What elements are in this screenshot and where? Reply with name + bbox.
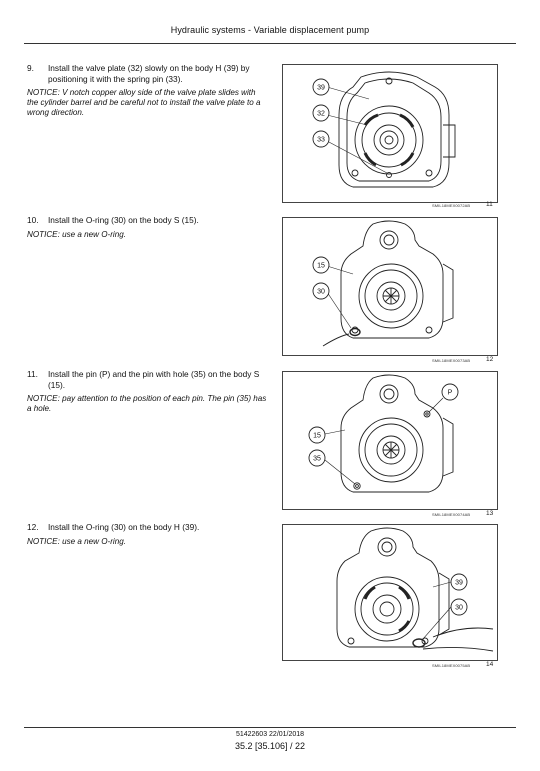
step-notice: NOTICE: V notch copper alloy side of the valve plate slides with the cylinder barrel and be careful not to install the valve plate to a wrong direction. <box>27 88 261 118</box>
figure-code: SMIL18MEX0075AB <box>432 663 471 668</box>
pump-body-h-valve-plate-illustration <box>283 65 497 202</box>
callout-label: 15 <box>317 262 325 270</box>
step-number: 10. <box>27 215 39 225</box>
footer-doc-line: 51422603 22/01/2018 <box>235 731 305 738</box>
callout-label: 33 <box>317 136 325 144</box>
figure-number: 11 <box>486 201 493 208</box>
pump-body-s-pins-illustration <box>283 372 497 509</box>
step-text: Install the valve plate (32) slowly on the body H (39) by positioning it with the spring pin (33). <box>48 63 250 84</box>
figure-number: 14 <box>486 661 494 668</box>
callout-label: 30 <box>317 288 325 296</box>
figure-13 <box>282 371 498 510</box>
step-notice: NOTICE: pay attention to the position of each pin. The pin (35) has a hole. <box>27 394 267 414</box>
callout-label: 35 <box>313 455 321 463</box>
page-header-title: Hydraulic systems - Variable displacement pump <box>170 25 370 35</box>
step-text: Install the O-ring (30) on the body S (15). <box>48 215 199 225</box>
footer-page-line: 35.2 [35.106] / 22 <box>234 741 306 751</box>
figure-number: 12 <box>486 356 494 363</box>
callout-label: 39 <box>317 84 325 92</box>
header-divider <box>24 43 516 44</box>
figure-12 <box>282 217 498 356</box>
figure-number: 13 <box>486 510 494 517</box>
figure-code: SMIL18MEX0073AB <box>432 358 471 363</box>
step-notice: NOTICE: use a new O-ring. <box>27 229 126 239</box>
pump-body-s-oring-illustration <box>283 218 497 355</box>
step-10 <box>27 215 269 240</box>
callout-label: 32 <box>317 110 325 118</box>
callout-label: 30 <box>455 604 463 612</box>
step-notice: NOTICE: use a new O-ring. <box>27 536 126 546</box>
callout-label: 39 <box>455 579 463 587</box>
step-12 <box>27 522 269 547</box>
figure-14 <box>282 524 498 661</box>
step-number: 11. <box>27 369 38 379</box>
callout-label: 15 <box>313 432 321 440</box>
pump-body-h-oring-illustration <box>283 525 497 660</box>
step-number: 9. <box>27 63 34 73</box>
figure-11 <box>282 64 498 203</box>
step-9 <box>27 63 269 118</box>
step-text: Install the O-ring (30) on the body H (39). <box>48 522 200 532</box>
step-11 <box>27 369 269 414</box>
figure-code: SMIL18MEX0072AB <box>432 203 471 208</box>
step-text: Install the pin (P) and the pin with hole (35) on the body S (15). <box>48 369 260 390</box>
callout-label: P <box>447 389 453 397</box>
figure-code: SMIL18MEX0074AB <box>432 512 471 517</box>
footer-divider <box>24 727 516 728</box>
step-number: 12. <box>27 522 39 532</box>
